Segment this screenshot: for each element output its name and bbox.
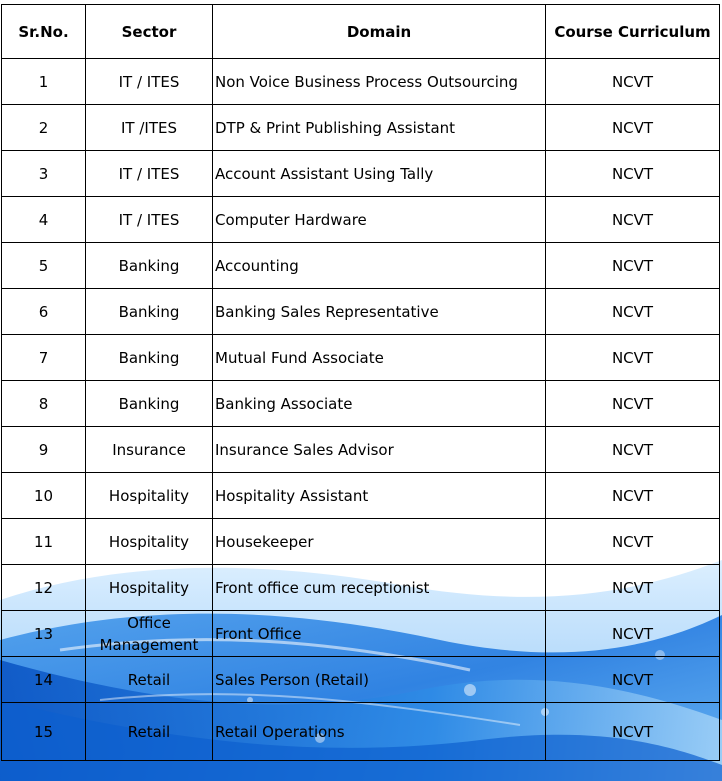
table-row (2, 335, 720, 381)
cell-curriculum: NCVT (546, 151, 720, 197)
cell-domain: Hospitality Assistant (213, 473, 546, 519)
cell-domain: Front office cum receptionist (213, 565, 546, 611)
cell-sector: Hospitality (86, 519, 213, 565)
cell-curriculum: NCVT (546, 657, 720, 703)
cell-domain: Computer Hardware (213, 197, 546, 243)
cell-sr-no: 9 (2, 427, 86, 473)
cell-sector: Retail (86, 657, 213, 703)
cell-domain: Sales Person (Retail) (213, 657, 546, 703)
table-row (2, 703, 720, 761)
cell-domain: Retail Operations (213, 703, 546, 761)
cell-sr-no: 14 (2, 657, 86, 703)
cell-domain: Banking Associate (213, 381, 546, 427)
cell-sector: Retail (86, 703, 213, 761)
cell-sr-no: 15 (2, 703, 86, 761)
table-row (2, 427, 720, 473)
cell-domain: Housekeeper (213, 519, 546, 565)
cell-domain: DTP & Print Publishing Assistant (213, 105, 546, 151)
cell-sr-no: 12 (2, 565, 86, 611)
cell-sector: Banking (86, 243, 213, 289)
cell-sr-no: 5 (2, 243, 86, 289)
cell-domain: Accounting (213, 243, 546, 289)
table-row (2, 151, 720, 197)
cell-sr-no: 8 (2, 381, 86, 427)
cell-sr-no: 3 (2, 151, 86, 197)
cell-curriculum: NCVT (546, 197, 720, 243)
cell-domain: Front Office (213, 611, 546, 657)
cell-curriculum: NCVT (546, 611, 720, 657)
cell-sector: IT /ITES (86, 105, 213, 151)
cell-curriculum: NCVT (546, 381, 720, 427)
table-row (2, 473, 720, 519)
cell-sr-no: 13 (2, 611, 86, 657)
header-sr-no: Sr.No. (2, 5, 86, 59)
cell-curriculum: NCVT (546, 427, 720, 473)
cell-curriculum: NCVT (546, 59, 720, 105)
table-row (2, 381, 720, 427)
cell-sector: Banking (86, 335, 213, 381)
table-row (2, 197, 720, 243)
cell-sr-no: 7 (2, 335, 86, 381)
table-row (2, 519, 720, 565)
table-row (2, 611, 720, 657)
cell-curriculum: NCVT (546, 289, 720, 335)
cell-curriculum: NCVT (546, 243, 720, 289)
table-row (2, 105, 720, 151)
table-row (2, 289, 720, 335)
cell-sr-no: 1 (2, 59, 86, 105)
course-table (1, 4, 720, 761)
cell-curriculum: NCVT (546, 473, 720, 519)
table-row (2, 243, 720, 289)
table-row (2, 59, 720, 105)
cell-sr-no: 4 (2, 197, 86, 243)
cell-domain: Insurance Sales Advisor (213, 427, 546, 473)
cell-sr-no: 2 (2, 105, 86, 151)
table-row (2, 565, 720, 611)
cell-sr-no: 6 (2, 289, 86, 335)
cell-sector: Hospitality (86, 473, 213, 519)
header-row (2, 5, 720, 59)
table-row (2, 657, 720, 703)
cell-sector: Banking (86, 381, 213, 427)
cell-curriculum: NCVT (546, 703, 720, 761)
cell-sr-no: 11 (2, 519, 86, 565)
cell-sector: IT / ITES (86, 197, 213, 243)
cell-sr-no: 10 (2, 473, 86, 519)
header-sector: Sector (86, 5, 213, 59)
cell-curriculum: NCVT (546, 105, 720, 151)
cell-sector: IT / ITES (86, 59, 213, 105)
cell-domain: Account Assistant Using Tally (213, 151, 546, 197)
cell-curriculum: NCVT (546, 335, 720, 381)
header-domain: Domain (213, 5, 546, 59)
header-course-curriculum: Course Curriculum (546, 5, 720, 59)
cell-sector: Banking (86, 289, 213, 335)
cell-curriculum: NCVT (546, 519, 720, 565)
cell-domain: Non Voice Business Process Outsourcing (213, 59, 546, 105)
cell-curriculum: NCVT (546, 565, 720, 611)
cell-domain: Banking Sales Representative (213, 289, 546, 335)
cell-sector: Office Management (86, 611, 213, 657)
cell-sector: Hospitality (86, 565, 213, 611)
cell-sector: Insurance (86, 427, 213, 473)
cell-domain: Mutual Fund Associate (213, 335, 546, 381)
cell-sector: IT / ITES (86, 151, 213, 197)
